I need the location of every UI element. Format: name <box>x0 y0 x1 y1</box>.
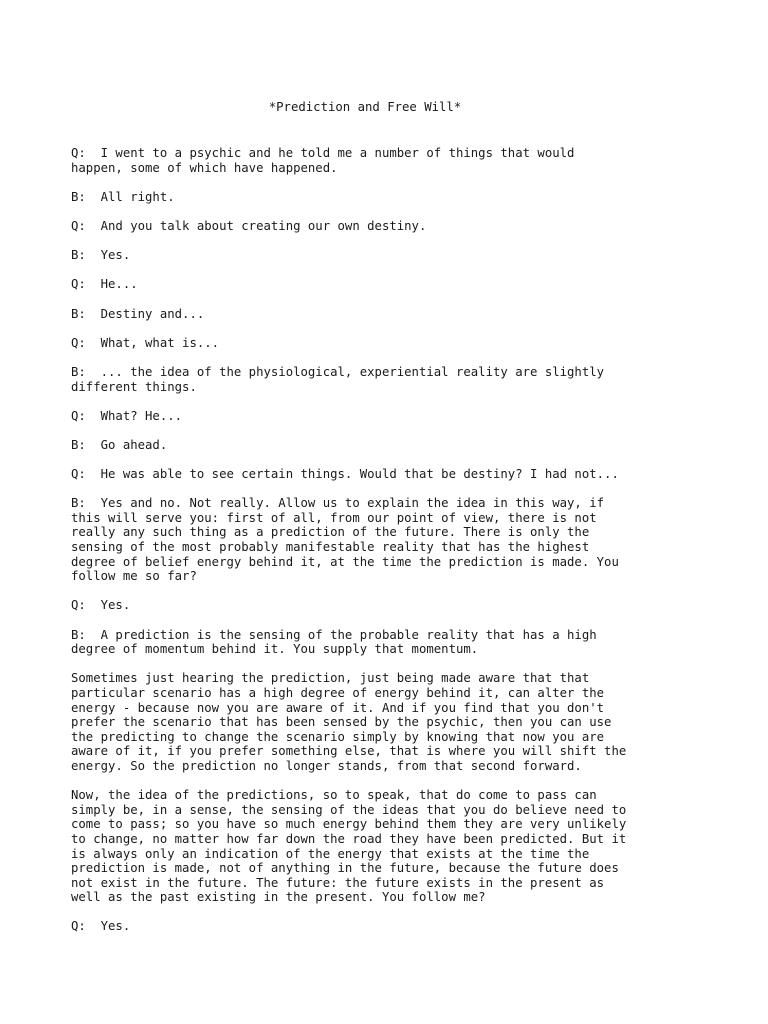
paragraph: Q: He was able to see certain things. Would that be destiny? I had not... <box>71 467 619 482</box>
paragraph: Q: He... <box>71 277 138 292</box>
paragraph: Q: Yes. <box>71 919 131 934</box>
document-title: *Prediction and Free Will* <box>268 100 462 114</box>
paragraph: Sometimes just hearing the prediction, just being made aware that that particular scenario has a high degree of energy behind it, can alter the energy - because now you are aware of it. And if you find that you don't prefer the scenario that has been sensed by the psychic, then you can use the predicting to change the scenario simply by knowing that now you are aware of it, if you prefer something else, that is where you will shift the energy. So the prediction no longer stands, from that second forward. <box>71 671 627 773</box>
paragraph: Q: What, what is... <box>71 335 220 350</box>
paragraph: B: Yes. <box>71 248 131 263</box>
paragraph: Q: I went to a psychic and he told me a number of things that would happen, some of which have happened. <box>71 146 575 175</box>
paragraph: Q: And you talk about creating our own destiny. <box>71 218 427 233</box>
paragraph: B: All right. <box>71 189 175 204</box>
paragraph: B: A prediction is the sensing of the probable reality that has a high degree of momentum behind it. You supply that momentum. <box>71 627 597 657</box>
document-body <box>71 146 731 949</box>
paragraph: B: Destiny and... <box>71 306 205 321</box>
paragraph: Q: What? He... <box>71 408 183 423</box>
paragraph: Now, the idea of the predictions, so to speak, that do come to pass can simply be, in a sense, the sensing of the ideas that you do believe need to come to pass; so you have so much energy behind them they are very unlikely to change, no matter how far down the road they have been predicted. But it is always only an indication of the energy that exists at the time the prediction is made, not of anything in the future, because the future does not exist in the future. The future: the future exists in the present as well as the past existing in the present. You follow me? <box>71 788 627 905</box>
paragraph: B: ... the idea of the physiological, experiential reality are slightly different things. <box>71 364 605 394</box>
paragraph: Q: Yes. <box>71 598 131 613</box>
paragraph: B: Go ahead. <box>71 437 168 452</box>
paragraph: B: Yes and no. Not really. Allow us to explain the idea in this way, if this will serve you: first of all, from our point of view, there is not really any such thing as a prediction of the future. There is only the sensing of the most probably manifestable reality that has the highest degree of belief energy behind it, at the time the prediction is made. You follow me so far? <box>71 496 619 584</box>
